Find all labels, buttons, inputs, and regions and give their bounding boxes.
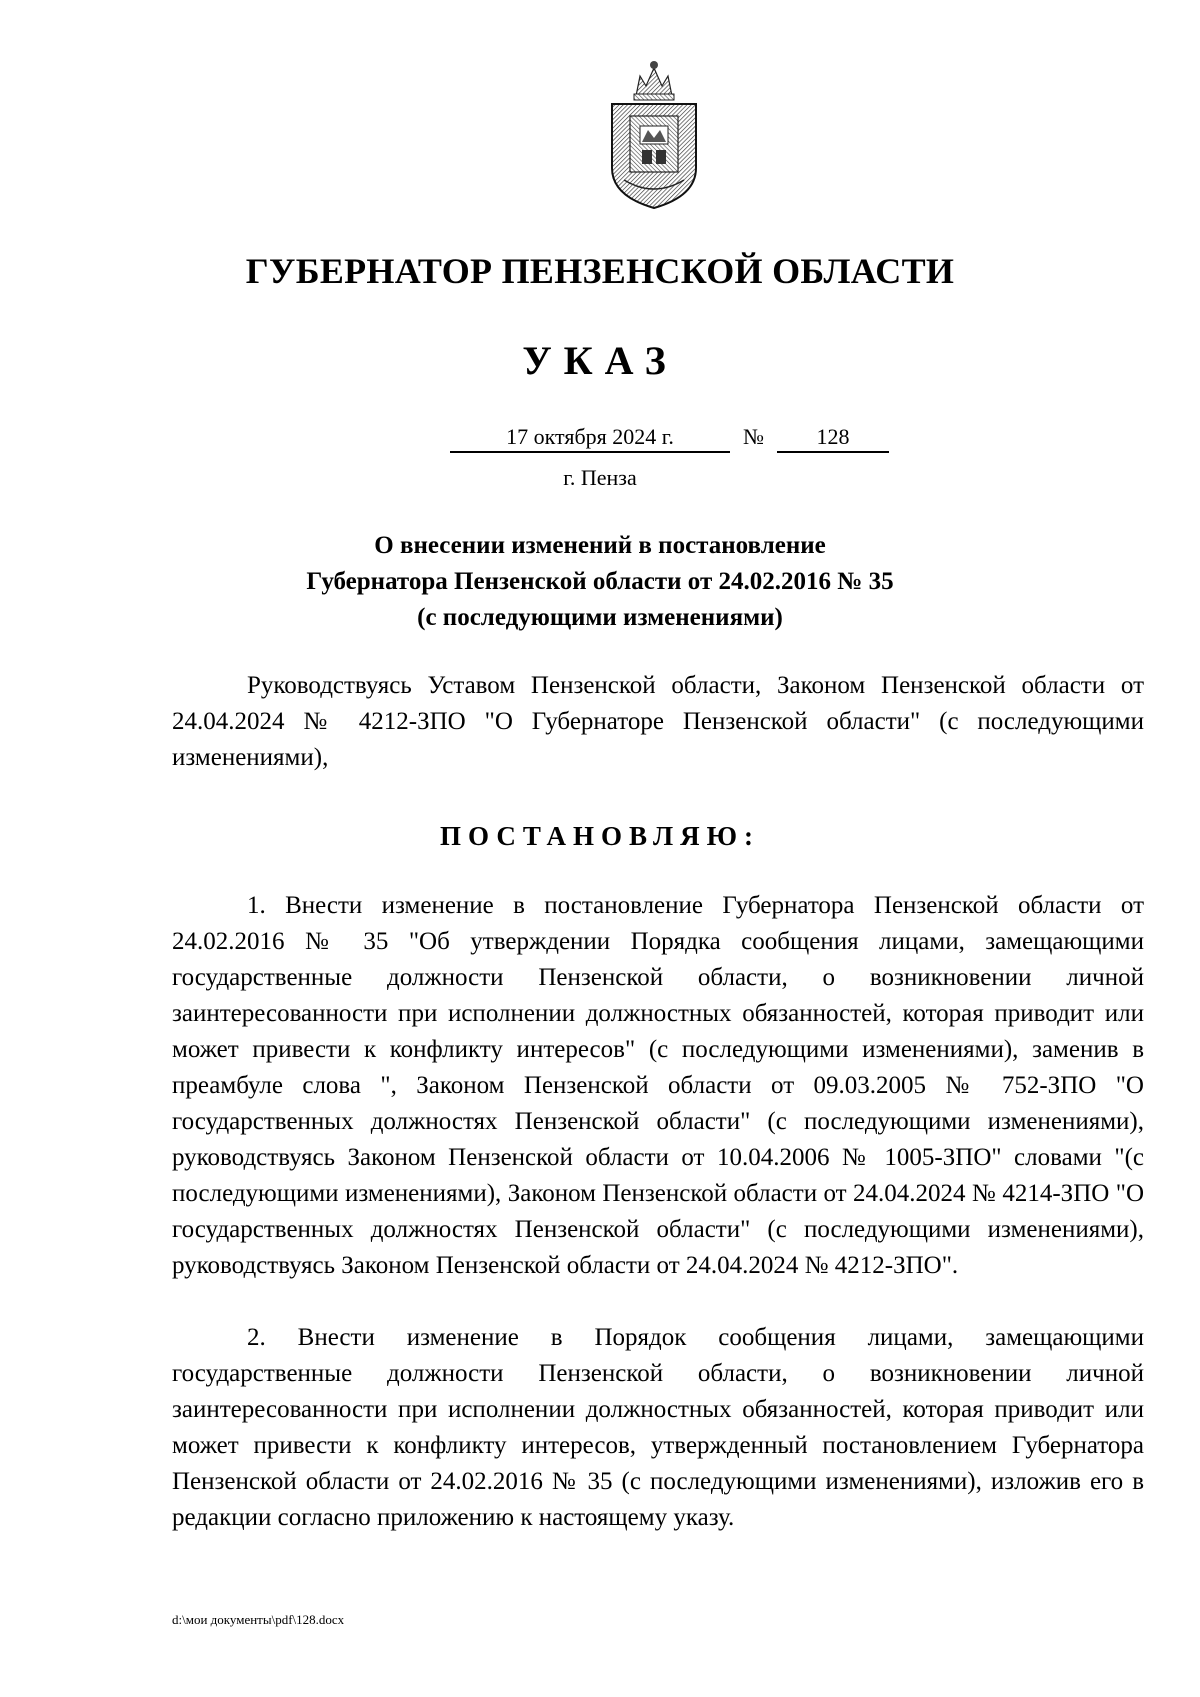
decree-item-1: 1. Внести изменение в постановление Губернатора Пензенской области от 24.02.2016 № 35 "Об утверждении Порядка сообщения лицами, замещающими государственные должности Пензенской области, о возникновении личной заинтересованности при исполнении должностных обязанностей, которая приводит или может привести к конфликту интересов" (с последующими изменениями), заменив в преамбуле слова ", Законом Пензенской области от 09.03.2005 № 752-ЗПО "О государственных должностях Пензенской области" (с последующими изменениями), руководствуясь Законом Пензенской области от 10.04.2006 № 1005-ЗПО" словами "(с последующими изменениями), Законом Пензенской области от 24.04.2024 № 4214-ЗПО "О государственных должностях Пензенской области" (с последующими изменениями), руководствуясь Законом Пензенской области от 24.04.2024 № 4212-ЗПО". [172, 892, 1144, 1279]
footer-file-path: d:\мои документы\pdf\128.docx [172, 1612, 345, 1627]
preamble-paragraph: Руководствуясь Уставом Пензенской области, Законом Пензенской области от 24.04.2024 № 4212-ЗПО "О Губернаторе Пензенской области" (с последующими изменениями), [172, 672, 1144, 771]
decree-date: 17 октября 2024 г. [450, 423, 730, 453]
subject-line-3: (с последующими изменениями) [417, 604, 783, 631]
org-title: ГУБЕРНАТОР ПЕНЗЕНСКОЙ ОБЛАСТИ [245, 251, 955, 291]
city: г. Пенза [563, 465, 637, 490]
date-number-line [450, 423, 890, 453]
coat-of-arms-emblem [606, 58, 702, 210]
document-type: УКАЗ [522, 338, 678, 383]
subject-line-2: Губернатора Пензенской области от 24.02.2016 № 35 [306, 568, 894, 595]
document-subject [0, 528, 1200, 636]
number-sign: № [743, 424, 764, 449]
decree-item-2: 2. Внести изменение в Порядок сообщения лицами, замещающими государственные должности Пензенской области, о возникновении личной заинтересованности при исполнении должностных обязанностей, которая приводит или может привести к конфликту интересов, утвержденный постановлением Губернатора Пензенской области от 24.02.2016 № 35 (с последующими изменениями), изложив его в редакции согласно приложению к настоящему указу. [172, 1324, 1144, 1531]
decree-number: 128 [777, 423, 889, 453]
decree-heading: ПОСТАНОВЛЯЮ: [440, 821, 760, 851]
subject-line-1: О внесении изменений в постановление [374, 532, 826, 559]
